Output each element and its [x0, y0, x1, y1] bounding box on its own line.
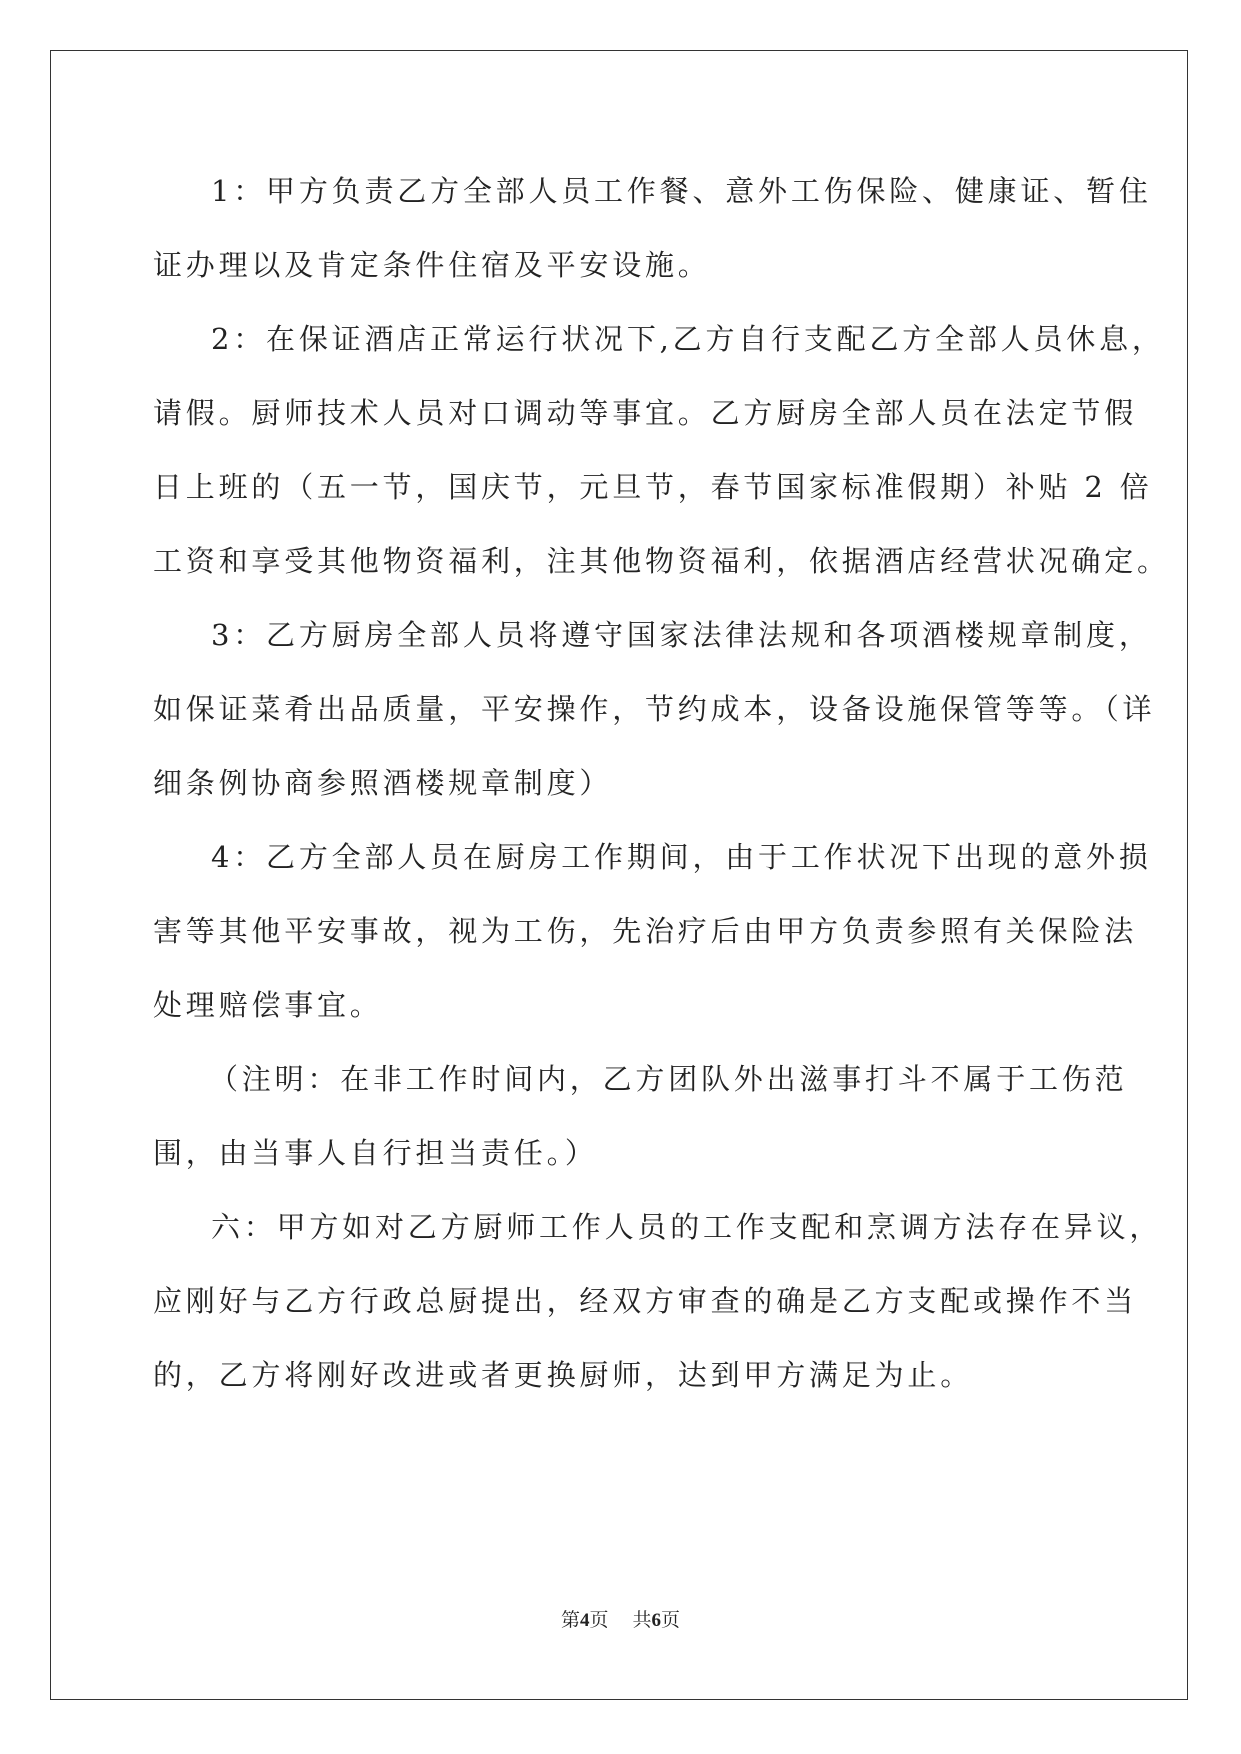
paragraph-line: 六：甲方如对乙方厨师工作人员的工作支配和烹调方法存在异议， — [211, 1210, 1163, 1244]
paragraph-line: 日上班的（五一节，国庆节，元旦节，春节国家标准假期）补贴 2 倍 — [153, 470, 1153, 504]
paragraph-4 — [153, 829, 1152, 1051]
paragraph-note — [153, 1051, 1128, 1199]
paragraph-line: 的，乙方将刚好改进或者更换厨师，达到甲方满足为止。 — [153, 1358, 974, 1392]
page-current: 4 — [579, 1610, 590, 1631]
page-suffix: 页 — [589, 1609, 609, 1631]
paragraph-6 — [153, 1199, 1163, 1421]
paragraph-3 — [153, 607, 1156, 829]
total-prefix: 共 — [632, 1609, 652, 1631]
document-body — [153, 163, 1170, 1421]
paragraph-1 — [153, 163, 1152, 311]
paragraph-line: 应刚好与乙方行政总厨提出，经双方审查的确是乙方支配或操作不当 — [153, 1284, 1138, 1318]
page-prefix: 第 — [560, 1609, 580, 1631]
paragraph-line: 如保证菜肴出品质量，平安操作，节约成本，设备设施保管等等。（详 — [153, 692, 1156, 726]
paragraph-2 — [153, 311, 1170, 607]
paragraph-line: 围，由当事人自行担当责任。） — [153, 1136, 598, 1170]
paragraph-line: 细条例协商参照酒楼规章制度） — [153, 766, 613, 800]
paragraph-line: 2：在保证酒店正常运行状况下,乙方自行支配乙方全部人员休息， — [211, 322, 1165, 356]
paragraph-line: （注明：在非工作时间内，乙方团队外出滋事打斗不属于工伤范 — [209, 1062, 1128, 1096]
paragraph-line: 4：乙方全部人员在厨房工作期间，由于工作状况下出现的意外损 — [211, 840, 1152, 874]
paragraph-line: 处理赔偿事宜。 — [153, 988, 383, 1022]
paragraph-line: 3：乙方厨房全部人员将遵守国家法律法规和各项酒楼规章制度， — [211, 618, 1152, 652]
paragraph-line: 工资和享受其他物资福利，注其他物资福利，依据酒店经营状况确定。 — [153, 544, 1170, 578]
paragraph-line: 请假。厨师技术人员对口调动等事宜。乙方厨房全部人员在法定节假 — [153, 396, 1138, 430]
total-suffix: 页 — [661, 1609, 681, 1631]
page-footer — [0, 1608, 1241, 1633]
paragraph-line: 1：甲方负责乙方全部人员工作餐、意外工伤保险、健康证、暂住 — [211, 174, 1152, 208]
page-total: 6 — [651, 1610, 662, 1631]
paragraph-line: 证办理以及肯定条件住宿及平安设施。 — [153, 248, 711, 282]
paragraph-line: 害等其他平安事故，视为工伤，先治疗后由甲方负责参照有关保险法 — [153, 914, 1138, 948]
